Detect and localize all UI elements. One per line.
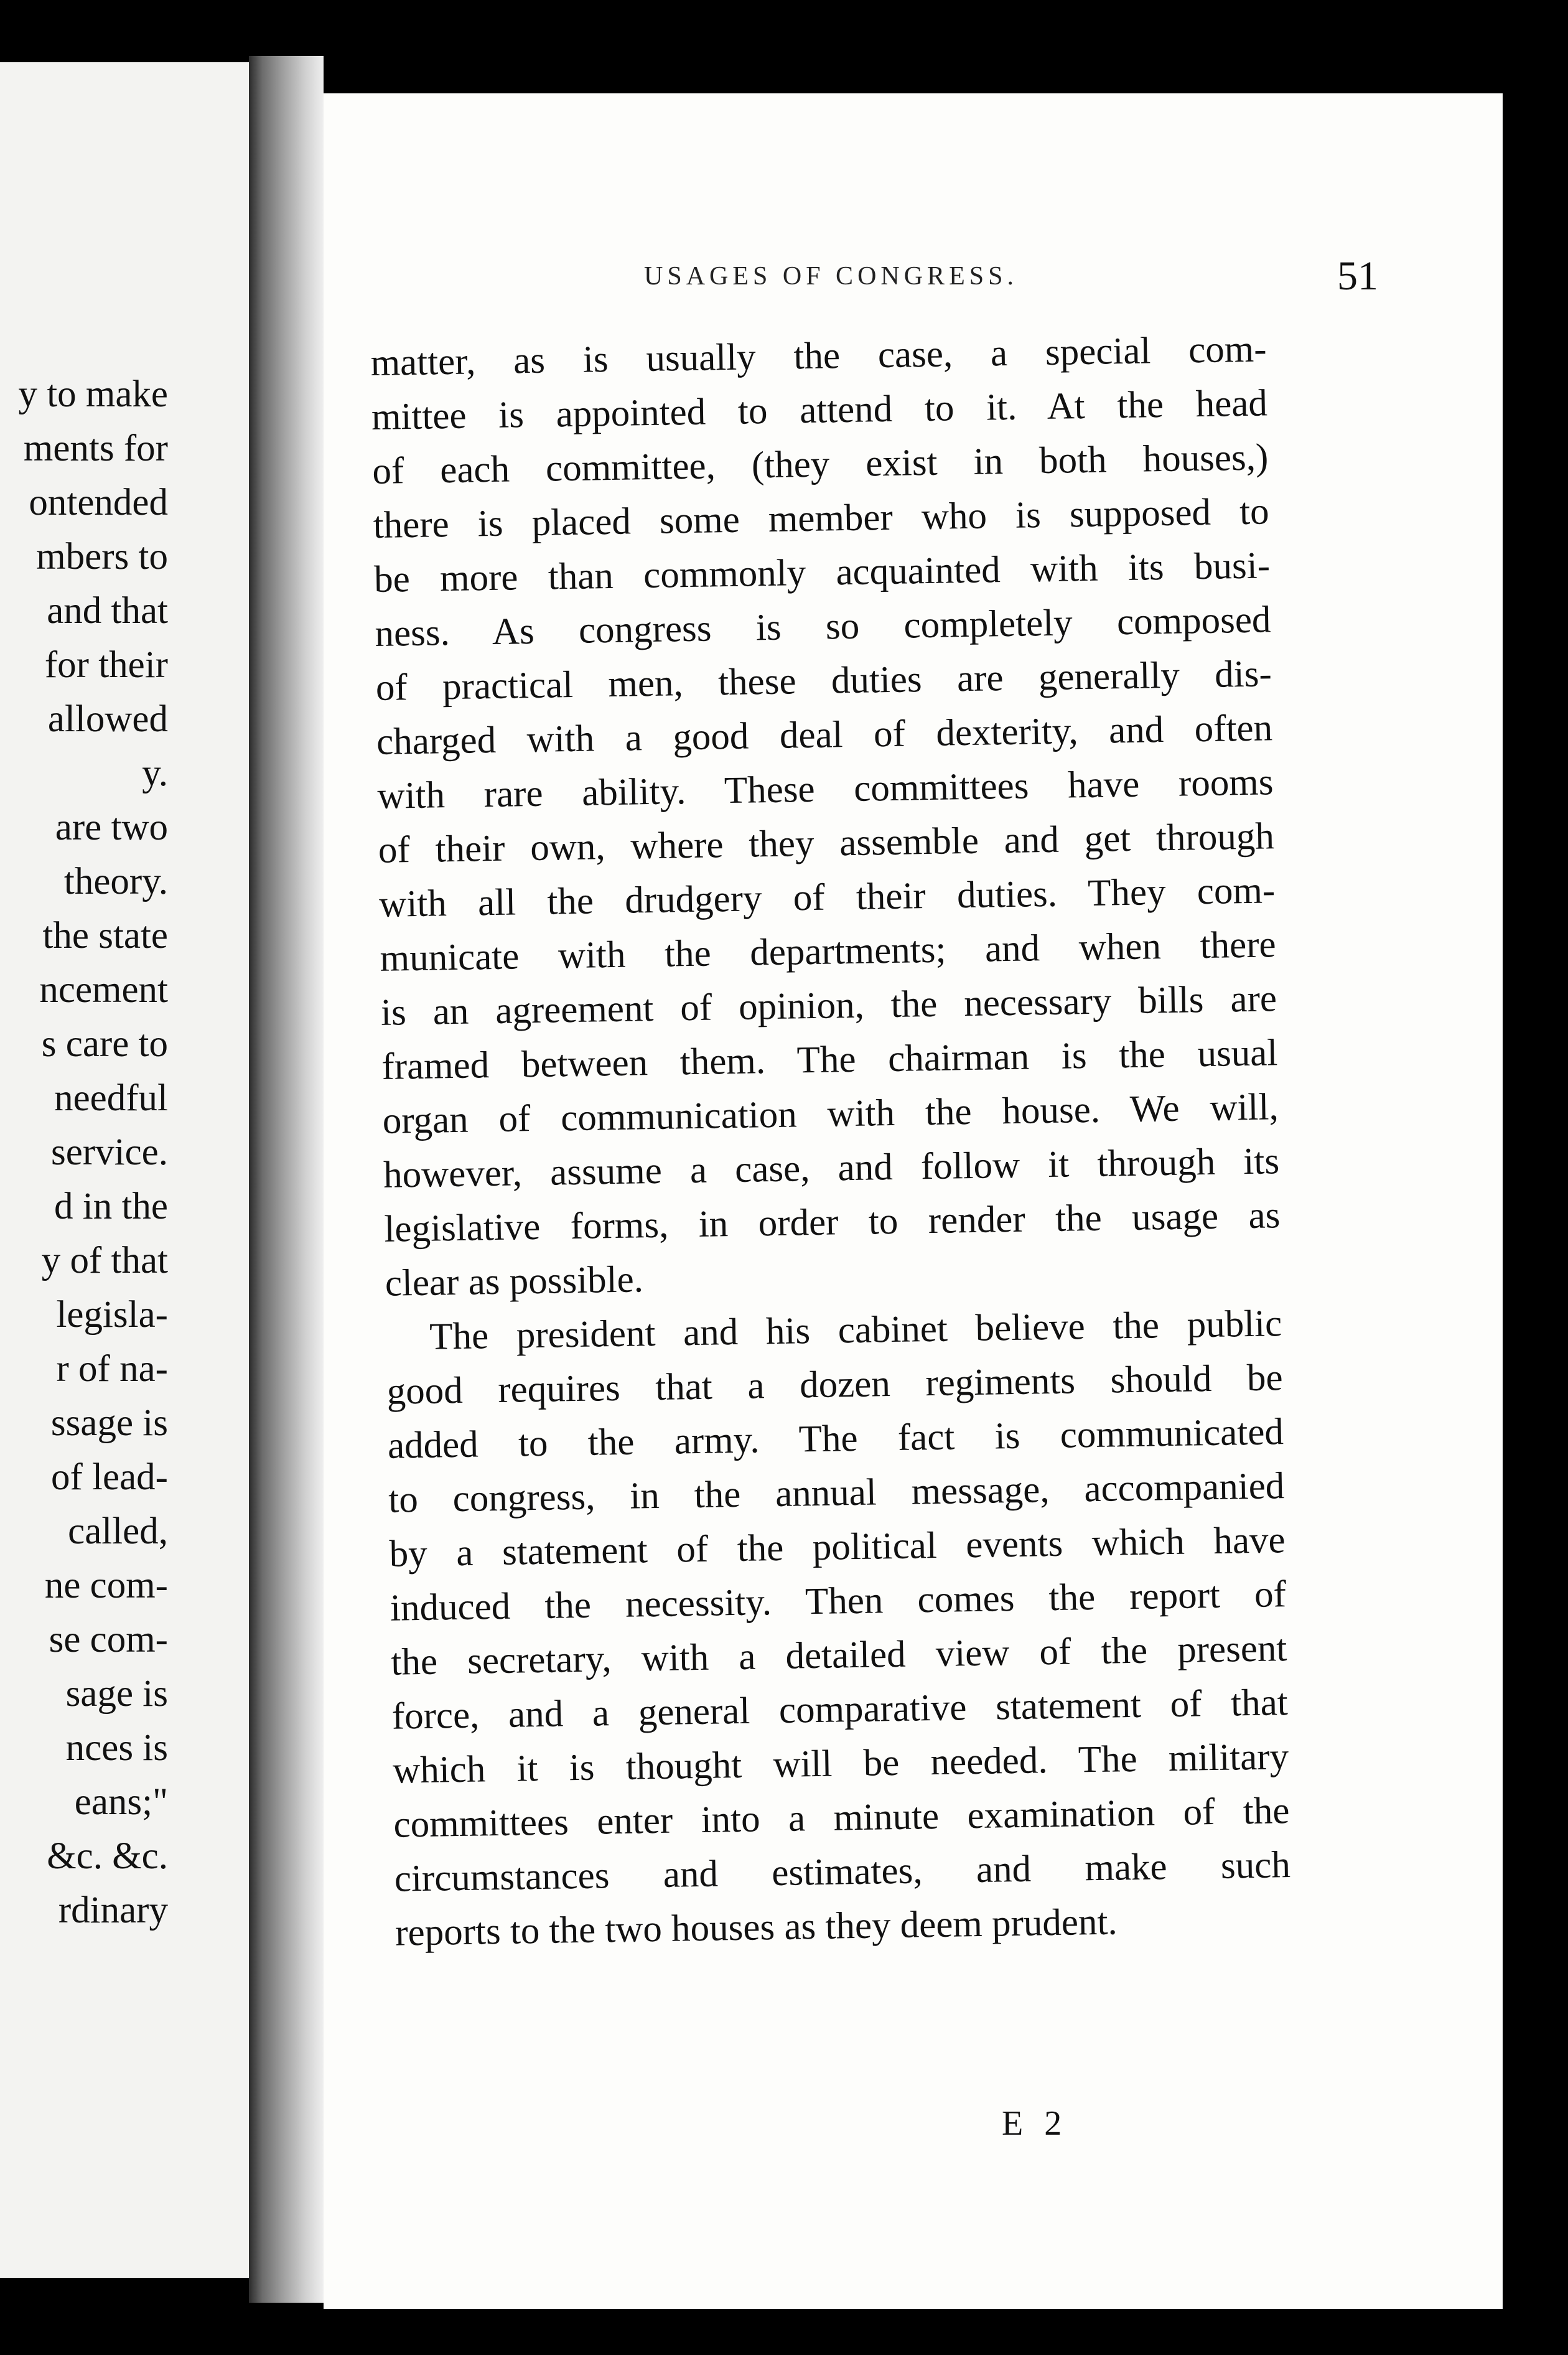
text-line: good requires that a dozen regiments should be	[386, 1357, 1283, 1413]
left-page-line: ne com-	[44, 1565, 168, 1606]
paragraph	[370, 322, 1281, 1310]
text-line: of practical men, these duties are generally dis-	[375, 653, 1272, 709]
text-line: organ of communication with the house. We will,	[382, 1086, 1279, 1142]
text-line: added to the army. The fact is communicated	[387, 1411, 1284, 1467]
left-page-line: se com-	[49, 1619, 168, 1660]
left-page-line: are two	[55, 807, 168, 848]
text-line: legislative forms, in order to render the usage as	[384, 1194, 1281, 1250]
left-page-line: ssage is	[50, 1402, 168, 1444]
page-number: 51	[1337, 253, 1378, 299]
left-page-line: y of that	[41, 1240, 168, 1281]
text-line: force, and a general comparative statement of that	[391, 1682, 1289, 1738]
text-line: with rare ability. These committees have rooms	[377, 761, 1274, 817]
left-page-line: &c. &c.	[47, 1835, 168, 1877]
left-page-line: y to make	[18, 373, 168, 415]
left-page-line: ncement	[39, 969, 168, 1011]
left-page-line: needful	[54, 1077, 168, 1119]
book-gutter-shadow	[249, 56, 324, 2303]
left-page-line: rdinary	[58, 1889, 168, 1931]
signature-mark: E 2	[1002, 2104, 1068, 2143]
left-page-line: r of na-	[56, 1348, 168, 1390]
left-page-line: the state	[42, 915, 168, 957]
text-line: be more than commonly acquainted with its busi-	[373, 545, 1271, 601]
text-line: circumstances and estimates, and make such	[394, 1844, 1291, 1900]
left-page-text	[0, 367, 168, 1937]
running-head	[644, 253, 1378, 311]
left-page-line: d in the	[54, 1186, 168, 1227]
left-page-line: legisla-	[56, 1294, 168, 1336]
left-page-line: nces is	[65, 1727, 168, 1769]
text-line: ness. As congress is so completely composed	[374, 599, 1271, 655]
text-line: induced the necessity. Then comes the report of	[390, 1573, 1287, 1629]
body-text	[370, 322, 1292, 1960]
right-page	[324, 93, 1503, 2309]
text-line: municate with the departments; and when there	[380, 924, 1277, 980]
text-line: clear as possible.	[385, 1258, 644, 1304]
left-page-line: called,	[68, 1510, 168, 1552]
left-page-line: s care to	[41, 1023, 168, 1065]
text-line: of each committee, (they exist in both houses,)	[371, 436, 1269, 492]
left-page-line: service.	[51, 1131, 168, 1173]
text-line: reports to the two houses as they deem prudent.	[394, 1901, 1118, 1954]
text-line: framed between them. The chairman is the usual	[381, 1032, 1278, 1088]
text-line: with all the drudgery of their duties. They com-	[378, 869, 1276, 925]
left-page-line: sage is	[65, 1673, 168, 1715]
text-line: which it is thought will be needed. The military	[392, 1736, 1289, 1792]
left-page-line: for their	[44, 644, 168, 686]
left-page-line: ontended	[29, 482, 168, 523]
left-page-line: theory.	[63, 861, 168, 902]
running-title: USAGES OF CONGRESS.	[644, 262, 1018, 291]
text-line: committees enter into a minute examination of the	[393, 1790, 1290, 1846]
left-page-line: ments for	[23, 428, 168, 469]
left-page-line: allowed	[47, 698, 168, 740]
text-line: there is placed some member who is supposed to	[373, 490, 1270, 546]
text-line: by a statement of the political events which have	[389, 1519, 1286, 1575]
left-page-line: y.	[142, 752, 168, 794]
text-line: matter, as is usually the case, a special com-	[370, 328, 1267, 384]
text-line: The president and his cabinet believe the public	[429, 1303, 1282, 1358]
left-page-line: eans;"	[74, 1781, 168, 1823]
left-page-line: mbers to	[36, 536, 168, 578]
text-line: the secretary, with a detailed view of the present	[390, 1627, 1287, 1683]
text-line: is an agreement of opinion, the necessary bills are	[380, 978, 1277, 1034]
text-line: of their own, where they assemble and get through	[378, 815, 1275, 871]
text-line: however, assume a case, and follow it through its	[383, 1140, 1280, 1196]
left-page-line: and that	[47, 590, 168, 632]
left-page	[0, 62, 249, 2278]
text-line: to congress, in the annual message, accompanied	[388, 1465, 1285, 1521]
text-line: charged with a good deal of dexterity, and often	[376, 707, 1273, 763]
paragraph	[386, 1296, 1292, 1960]
left-page-line: of lead-	[51, 1456, 168, 1498]
text-line: mittee is appointed to attend to it. At the head	[371, 382, 1268, 438]
